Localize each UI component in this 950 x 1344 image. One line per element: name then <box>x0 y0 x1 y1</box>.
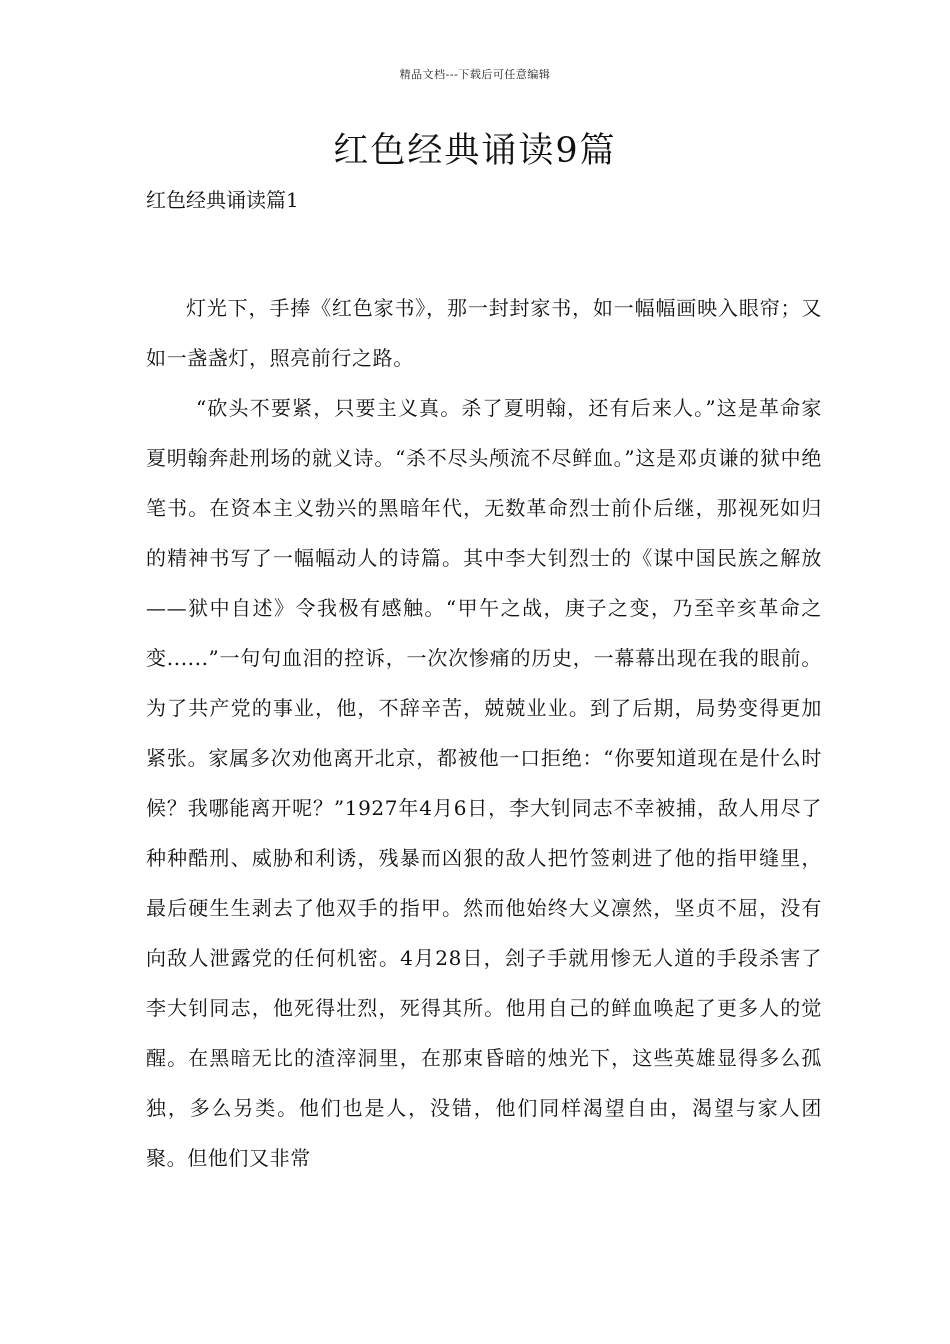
paragraph-2: “砍头不要紧，只要主义真。杀了夏明翰，还有后来人。”这是革命家夏明翰奔赴刑场的就义诗。“杀不尽头颅流不尽鲜血。”这是邓贞谦的狱中绝笔书。在资本主义勃兴的黑暗年代，无数革命烈士前仆后继，那视死如归的精神书写了一幅幅动人的诗篇。其中李大钊烈士的《谋中国民族之解放——狱中自述》令我极有感触。“甲午之战，庚子之变，乃至辛亥革命之变......”一句句血泪的控诉，一次次惨痛的历史，一幕幕出现在我的眼前。为了共产党的事业，他，不辞辛苦，兢兢业业。到了后期，局势变得更加紧张。家属多次劝他离开北京，都被他一口拒绝：“你要知道现在是什么时候？我哪能离开呢？”1927年4月6日，李大钊同志不幸被捕，敌人用尽了种种酷刑、威胁和利诱，残暴而凶狠的敌人把竹签刺进了他的指甲缝里，最后硬生生剥去了他双手的指甲。然而他始终大义凛然，坚贞不屈，没有向敌人泄露党的任何机密。4月28日，刽子手就用惨无人道的手段杀害了李大钊同志，他死得壮烈，死得其所。他用自己的鲜血唤起了更多人的觉醒。在黑暗无比的渣滓洞里，在那束昏暗的烛光下，这些英雄显得多么孤独，多么另类。他们也是人，没错，他们同样渴望自由，渴望与家人团聚。但他们又非常 <box>146 396 822 1170</box>
document-title: 红色经典诵读9篇 <box>333 131 617 171</box>
section-title: 红色经典诵读篇1 <box>146 188 299 212</box>
paragraph-1: 灯光下，手捧《红色家书》，那一封封家书，如一幅幅画映入眼帘；又如一盏盏灯，照亮前行之路。 <box>146 296 822 370</box>
article-body <box>146 283 822 1183</box>
page-header-note: 精品文档---下载后可任意编辑 <box>399 68 551 81</box>
